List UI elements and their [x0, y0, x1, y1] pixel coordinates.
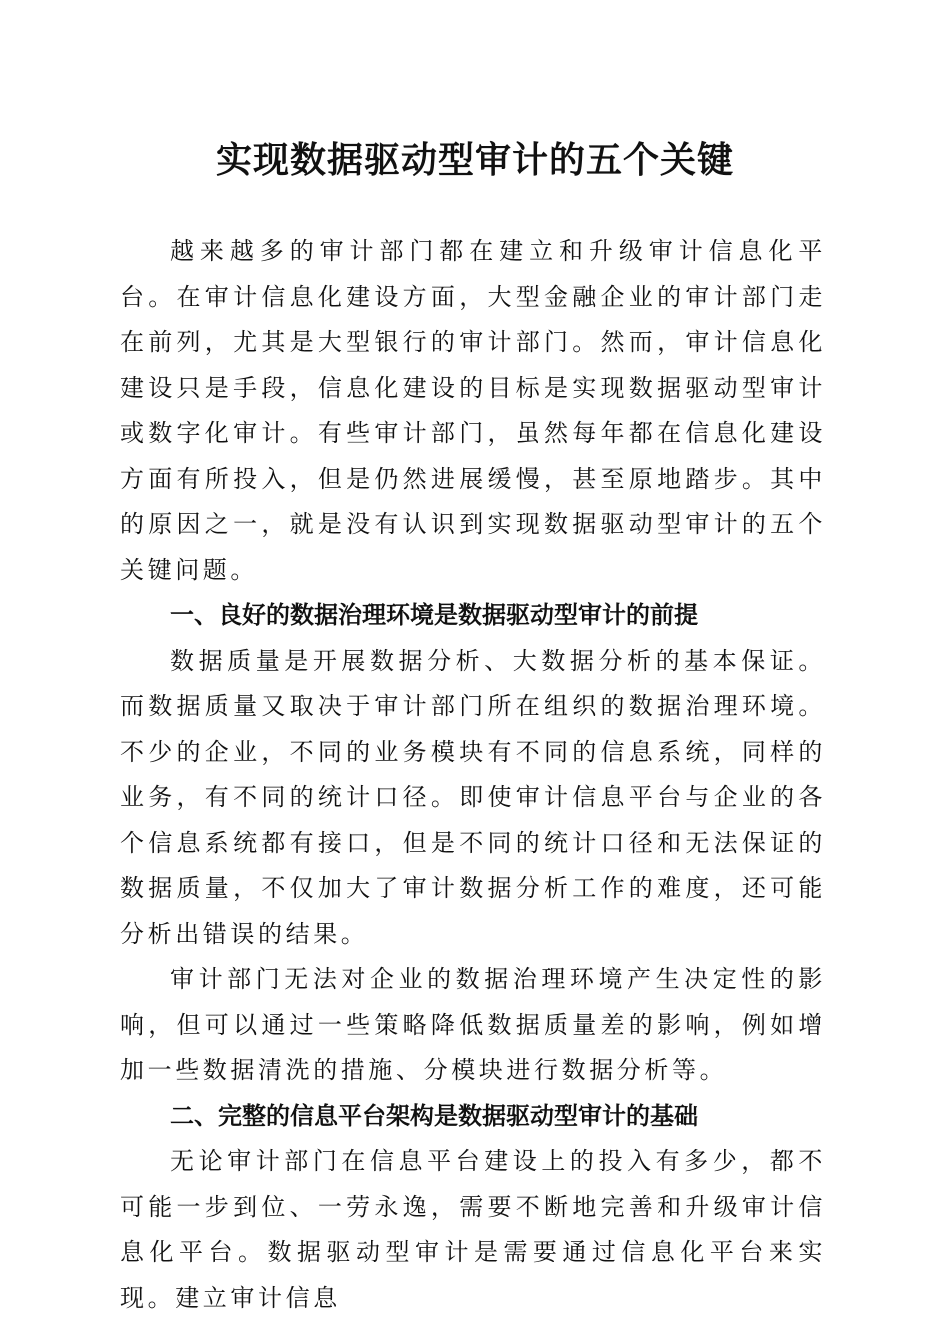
document-body — [120, 229, 826, 1321]
section-1-paragraph-1: 数据质量是开展数据分析、大数据分析的基本保证。而数据质量又取决于审计部门所在组织的数据治理环境。不少的企业，不同的业务模块有不同的信息系统，同样的业务，有不同的统计口径。即使审计信息平台与企业的各个信息系统都有接口，但是不同的统计口径和无法保证的数据质量，不仅加大了审计数据分析工作的难度，还可能分析出错误的结果。 — [120, 646, 826, 948]
section-1-paragraph-2: 审计部门无法对企业的数据治理环境产生决定性的影响，但可以通过一些策略降低数据质量差的影响，例如增加一些数据清洗的措施、分模块进行数据分析等。 — [120, 965, 826, 1084]
section-heading-1: 一、良好的数据治理环境是数据驱动型审计的前提 — [170, 601, 698, 629]
section-heading-2: 二、完整的信息平台架构是数据驱动型审计的基础 — [170, 1101, 698, 1130]
intro-paragraph: 越来越多的审计部门都在建立和升级审计信息化平台。在审计信息化建设方面，大型金融企业的审计部门走在前列，尤其是大型银行的审计部门。然而，审计信息化建设只是手段，信息化建设的目标是实现数据驱动型审计或数字化审计。有些审计部门，虽然每年都在信息化建设方面有所投入，但是仍然进展缓慢，甚至原地踏步。其中的原因之一，就是没有认识到实现数据驱动型审计的五个关键问题。 — [120, 237, 826, 584]
section-2-paragraph-1: 无论审计部门在信息平台建设上的投入有多少，都不可能一步到位、一劳永逸，需要不断地完善和升级审计信息化平台。数据驱动型审计是需要通过信息化平台来实现。建立审计信息 — [120, 1147, 826, 1312]
document-title: 实现数据驱动型审计的五个关键 — [215, 139, 734, 181]
